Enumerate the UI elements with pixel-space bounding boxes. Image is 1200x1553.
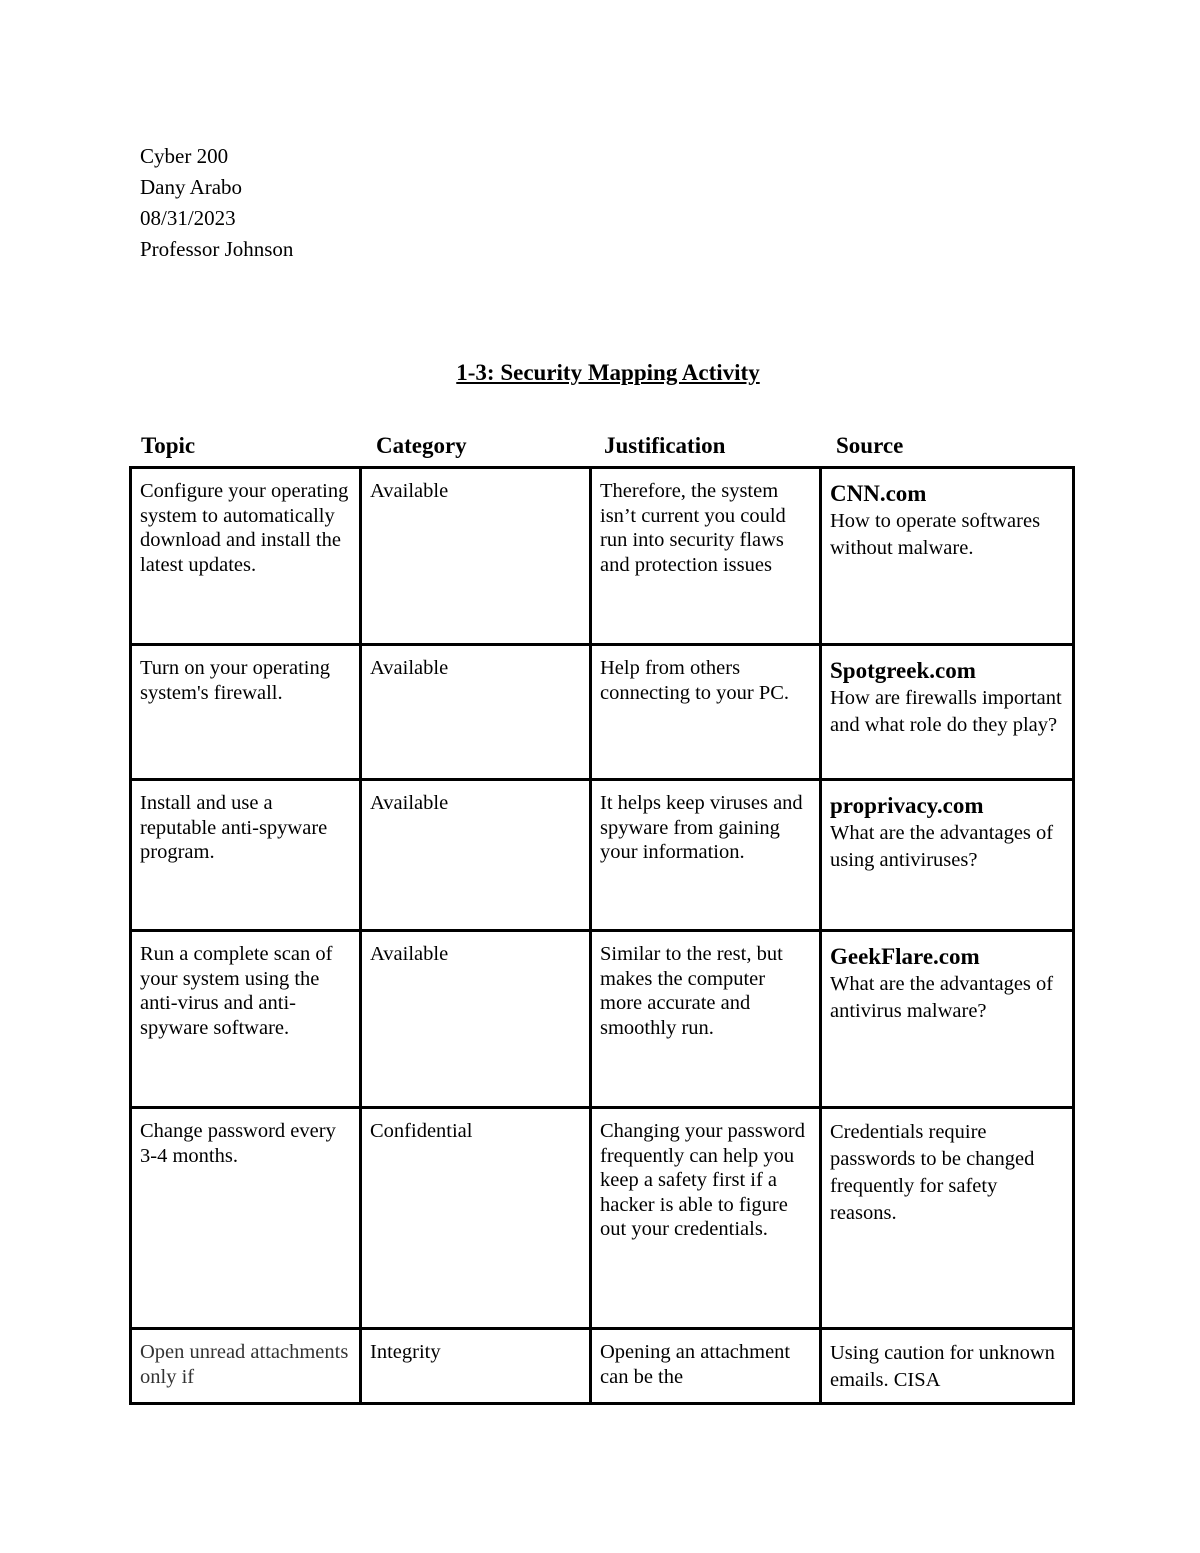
source-description: Credentials require passwords to be changed frequently for safety reasons. [830, 1121, 1035, 1224]
security-mapping-table [129, 466, 1075, 1405]
category-cell: Available [361, 468, 591, 645]
category-cell: Available [361, 931, 591, 1108]
category-cell: Available [361, 780, 591, 931]
topic-cell: Change password every 3-4 months. [131, 1108, 361, 1329]
table-row [131, 1329, 1074, 1404]
document-date: 08/31/2023 [140, 206, 236, 230]
topic-cell: Configure your operating system to automatically download and install the latest updates. [131, 468, 361, 645]
category-cell: Confidential [361, 1108, 591, 1329]
column-header-source: Source [836, 433, 904, 458]
table-row [131, 931, 1074, 1108]
source-site: GeekFlare.com [830, 944, 980, 969]
source-description: What are the advantages of using antiviruses? [830, 822, 1054, 871]
student-name: Dany Arabo [140, 175, 243, 199]
table-row [131, 780, 1074, 931]
topic-cell: Run a complete scan of your system using the anti-virus and anti-spyware software. [131, 931, 361, 1108]
topic-cell: Open unread attachments only if [131, 1329, 361, 1404]
source-cell [821, 780, 1074, 931]
source-cell [821, 645, 1074, 780]
column-header-topic: Topic [141, 433, 196, 458]
justification-cell: Changing your password frequently can help you keep a safety first if a hacker is able to figure out your credentials. [591, 1108, 821, 1329]
category-cell: Available [361, 645, 591, 780]
professor-name: Professor Johnson [140, 237, 294, 261]
table-row [131, 468, 1074, 645]
table-row [131, 1108, 1074, 1329]
document-header [140, 141, 293, 265]
table-column-headers [0, 433, 1200, 465]
source-description: How are firewalls important and what role do they play? [830, 687, 1062, 736]
column-header-justification: Justification [604, 433, 726, 458]
course-label: Cyber 200 [140, 144, 229, 168]
justification-cell: Help from others connecting to your PC. [591, 645, 821, 780]
source-cell [821, 1329, 1074, 1404]
justification-cell: It helps keep viruses and spyware from gaining your information. [591, 780, 821, 931]
source-site: proprivacy.com [830, 793, 984, 818]
column-header-category: Category [376, 433, 467, 458]
page-title: 1-3: Security Mapping Activity [456, 360, 760, 385]
source-site: CNN.com [830, 481, 927, 506]
table-row [131, 645, 1074, 780]
source-cell [821, 931, 1074, 1108]
source-cell [821, 468, 1074, 645]
source-description: What are the advantages of antivirus malware? [830, 973, 1054, 1022]
topic-cell: Install and use a reputable anti-spyware program. [131, 780, 361, 931]
category-cell: Integrity [361, 1329, 591, 1404]
source-site: Spotgreek.com [830, 658, 976, 683]
topic-cell: Turn on your operating system's firewall. [131, 645, 361, 780]
source-cell [821, 1108, 1074, 1329]
source-description: How to operate softwares without malware. [830, 510, 1041, 559]
source-description: Using caution for unknown emails. CISA [830, 1342, 1055, 1391]
justification-cell: Similar to the rest, but makes the computer more accurate and smoothly run. [591, 931, 821, 1108]
justification-cell: Opening an attachment can be the [591, 1329, 821, 1404]
justification-cell: Therefore, the system isn’t current you could run into security flaws and protection issues [591, 468, 821, 645]
